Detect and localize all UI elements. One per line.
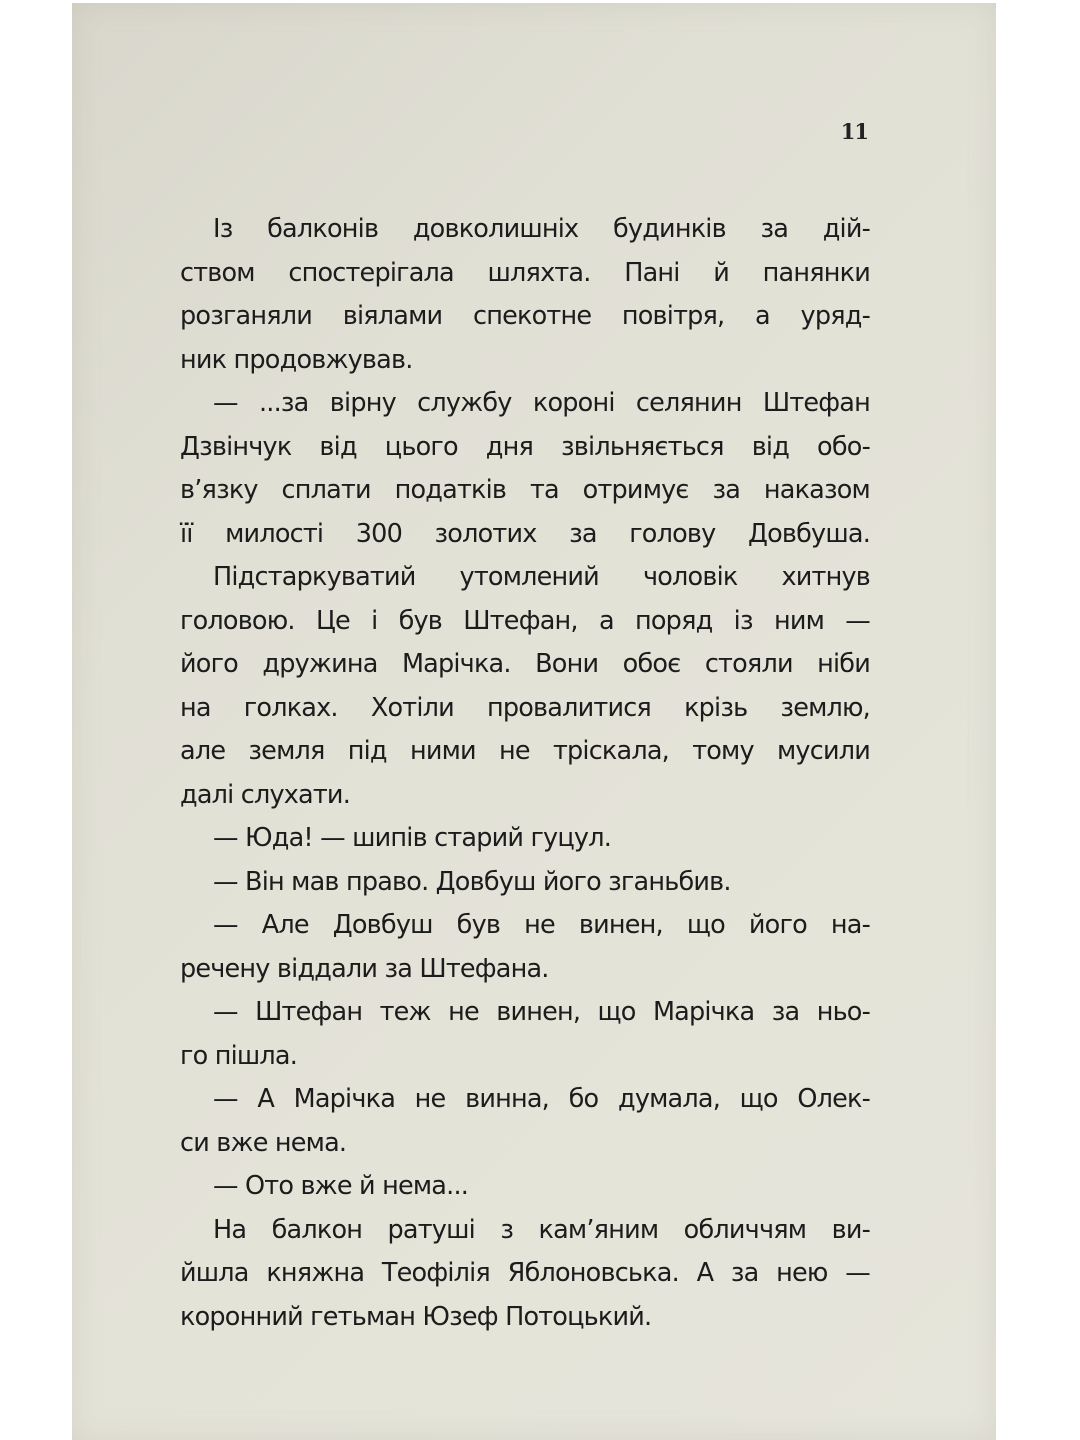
text-line: си вже нема. [180,1127,347,1158]
body-text [180,208,870,1339]
text-line: — Але Довбуш був не винен, що його на- [213,910,870,940]
text-line: На балкон ратуші з кам’яним обличчям ви- [213,1214,870,1245]
text-line: — Ото вже й нема... [213,1171,469,1201]
text-line: але земля під ними не тріскала, тому мусили [180,736,870,766]
text-line: Із балконів довколишніх будинків за дій- [213,214,870,244]
text-line: головою. Це і був Штефан, а поряд із ним — [180,605,870,636]
text-line: її милості 300 золотих за голову Довбуша. [180,518,870,549]
page-number: 11 [840,119,868,144]
text-line: далі слухати. [180,779,351,810]
text-line: коронний гетьман Юзеф Потоцький. [180,1301,652,1332]
text-line: — Штефан теж не винен, що Марічка за ньо- [213,997,870,1027]
text-line: Дзвінчук від цього дня звільняється від обо- [180,431,870,462]
text-line: — Він мав право. Довбуш його зганьбив. [213,866,731,897]
text-line: го пішла. [180,1040,298,1071]
text-line: на голках. Хотіли провалитися крізь землю, [180,692,870,723]
text-line: речену віддали за Штефана. [180,953,549,984]
book-page [72,3,996,1440]
text-line: йшла княжна Теофілія Яблоновська. А за нею — [180,1258,870,1288]
text-line: — А Марічка не винна, бо думала, що Олек- [213,1084,870,1114]
text-line: Підстаркуватий утомлений чоловік хитнув [213,562,870,592]
text-line: — ...за вірну службу короні селянин Штефан [213,388,870,418]
text-line: його дружина Марічка. Вони обоє стояли ніби [180,649,870,679]
text-line: розганяли віялами спекотне повітря, а уряд- [180,301,870,331]
text-line: ник продовжував. [180,344,413,375]
text-line: в’язку сплати податків та отримує за наказом [180,475,870,505]
text-line: ством спостерігала шляхта. Пані й панянки [180,257,870,288]
text-line: — Юда! — шипів старий гуцул. [213,823,612,853]
